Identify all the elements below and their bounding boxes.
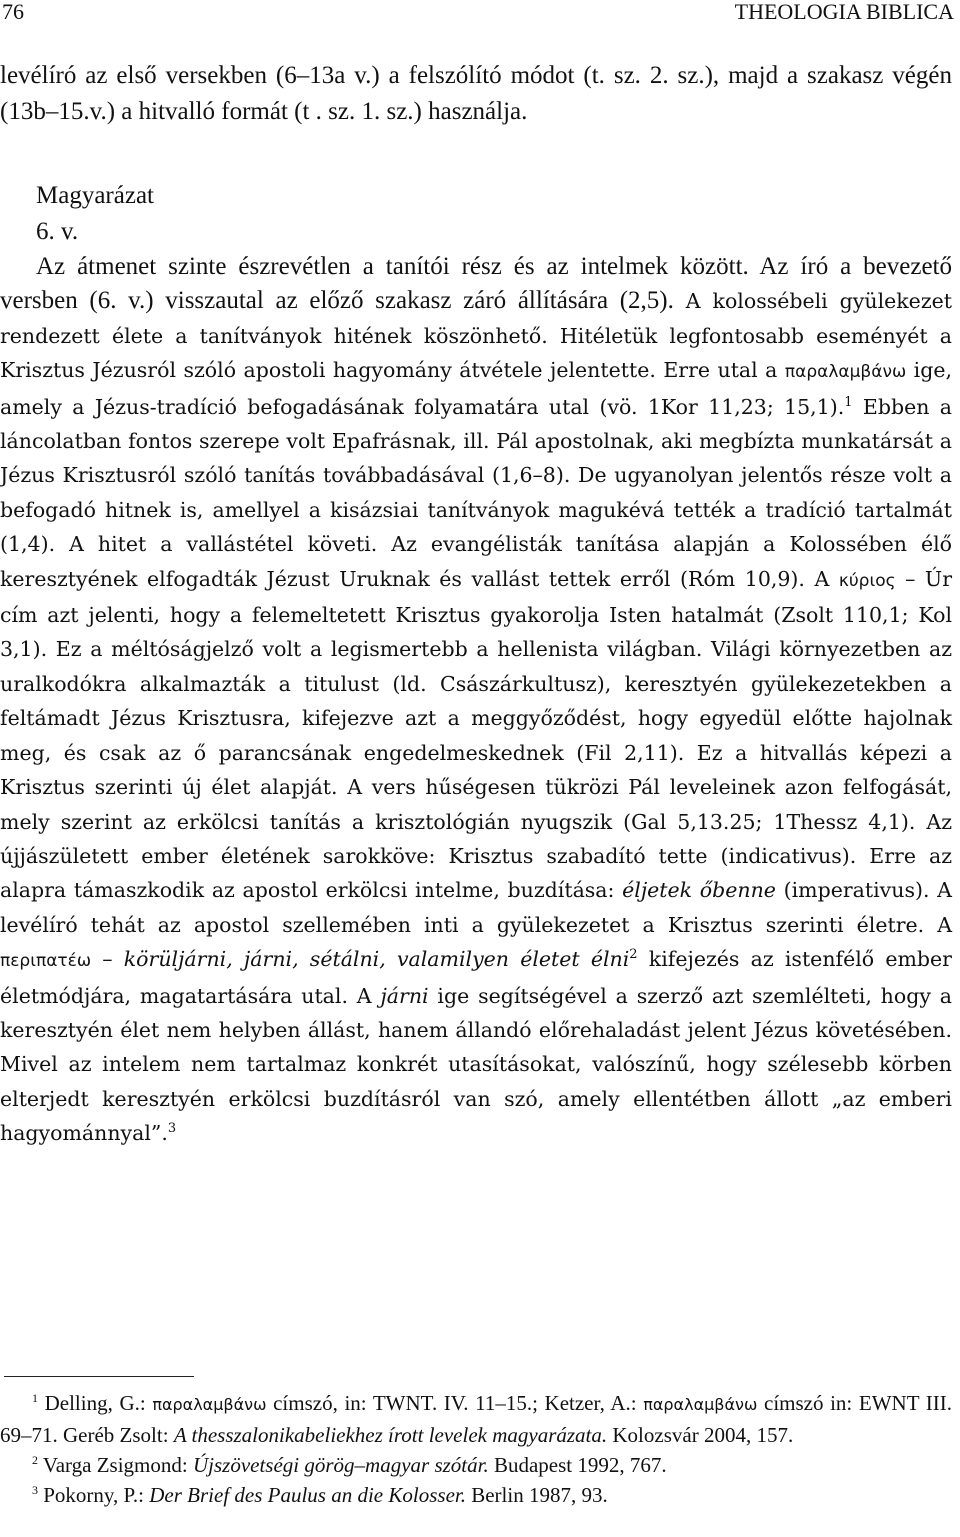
footnote-marker: 1 xyxy=(32,1391,38,1405)
footnote-text: Pokorny, P.: xyxy=(38,1483,150,1507)
footnote-book-title: A thesszalonikabeliekhez írott levelek magyarázata. xyxy=(173,1423,608,1447)
italic-phrase: járni xyxy=(380,983,429,1008)
text-run: – xyxy=(91,947,124,972)
paragraph-lead: Az átmenet szinte észrevétlen a tanítói rész és az intelmek között. Az író a bevezető versben (6. v.) visszautal az előző szakasz záró állítására (2,5). xyxy=(0,253,952,315)
greek-term: περιπατέω xyxy=(0,951,92,972)
text-run: A kolossébeli gyülekezet rendezett élete a tanítványok hitének köszönhető. Hitéletük legfontosabb eseményét a Krisztus Jézusról szóló apostoli hagyomány átvétele jelentette. Erre utal a xyxy=(0,289,952,383)
footnote-book-title: Der Brief des Paulus an die Kolosser. xyxy=(149,1483,466,1507)
footnote-3 xyxy=(0,1480,952,1510)
text-run: ige segítségével a szerző azt szemlélteti, hogy a keresztyén élet nem helyben állást, hanem állandó előrehaladást jelent Jézus követésében. Mivel az intelem nem tartalmaz konkrét utasításokat, valószínű, hogy szélesebb körben elterjedt keresztyén erkölcsi buzdításról van szó, amely ellentétben állott „az emberi hagyománnyal”. xyxy=(0,983,952,1146)
page-number: 76 xyxy=(2,0,24,24)
footnote-ref-3[interactable]: 3 xyxy=(167,1121,177,1137)
text-run: kifejezés az istenfélő ember életmódjára, magatartására utal. A xyxy=(0,947,952,1008)
greek-term: κύριος xyxy=(838,570,896,591)
footnote-text: címszó in: EWNT III. 69–71. Geréb Zsolt: xyxy=(0,1391,952,1447)
greek-term: παραλαμβάνω xyxy=(152,1395,267,1414)
text-run: ige, amely a Jézus-tradíció befogadásának folyamatára utal (vö. 1Kor 11,23; 15,1). xyxy=(0,358,953,419)
section-heading: Magyarázat xyxy=(36,182,154,209)
footnote-text: címszó, in: TWNT. IV. 11–15.; Ketzer, A.: xyxy=(266,1391,644,1415)
commentary-paragraph xyxy=(0,250,952,1151)
running-title: THEOLOGIA BIBLICA xyxy=(734,0,954,24)
text-run: Ebben a láncolatban fontos szerepe volt Epafrásnak, ill. Pál apostolnak, aki megbízta munkatársát a Jézus Krisztusról szóló tanítás továbbadásával (1,6–8). De ugyanolyan jelentős része volt a befogadó hitnek is, amellyel a kisázsiai tanítványok magukévá tették a tradíció tartalmát (1,4). A hitet a vallástétel követi. Az evangélisták tanítása alapján a Kolossében élő keresztyének elfogadták Jézust Uruknak és vallást tettek erről (Róm 10,9). A xyxy=(0,394,952,591)
greek-term: παραλαμβάνω xyxy=(784,362,907,383)
text-run: (imperativus). A levélíró tehát az apostol szellemében inti a gyülekezetet a Krisztus szerinti életre. A xyxy=(0,878,952,937)
italic-phrase: éljetek őbenne xyxy=(622,878,776,903)
footnote-text: Berlin 1987, 93. xyxy=(465,1483,608,1507)
italic-phrase: körüljárni, járni, sétálni, valamilyen életet élni xyxy=(123,947,630,972)
footnote-marker: 2 xyxy=(32,1453,38,1467)
footnote-book-title: Újszövetségi görög–magyar szótár. xyxy=(192,1453,489,1477)
footnote-2 xyxy=(0,1450,952,1480)
footnote-ref-2[interactable]: 2 xyxy=(629,947,638,963)
verse-reference: 6. v. xyxy=(36,218,79,245)
footnote-text: Budapest 1992, 767. xyxy=(488,1453,667,1477)
footnote-text: Varga Zsigmond: xyxy=(38,1453,193,1477)
footnote-marker: 3 xyxy=(32,1483,38,1497)
footnote-1 xyxy=(0,1388,952,1450)
footnote-text: Kolozsvár 2004, 157. xyxy=(607,1423,794,1447)
footnote-divider xyxy=(4,1376,194,1377)
main-text xyxy=(0,58,952,1151)
text-run: – Úr cím azt jelenti, hogy a felemeltetett Krisztus gyakorolja Isten hatalmát (Zsolt 110,1; Kol 3,1). Ez a méltóságjelző volt a legismertebb a hellenista világban. Világi környezetben az uralkodókra alkalmazták a titulust (ld. Császárkultusz), keresztyén gyülekezetekben a feltámadt Jézus Krisztusra, kifejezve azt a meggyőződést, hogy egyedül előtte hajolnak meg, és csak az ő parancsának engedelmeskednek (Fil 2,11). Ez a hitvallás képezi a Krisztus szerinti új élet alapját. A vers hűségesen tükrözi Pál leveleinek azon felfogását, mely szerint az erkölcsi tanítás a krisztológián nyugszik (Gal 5,13.25; 1Thessz 4,1). Az újjászületett ember életének sarokköve: Krisztus szabadító tette (indicativus). Erre az alapra támaszkodik az apostol erkölcsi intelme, buzdítása: xyxy=(0,566,953,903)
footnote-text: Delling, G.: xyxy=(38,1391,153,1415)
page-header xyxy=(0,0,960,30)
footnote-ref-1[interactable]: 1 xyxy=(844,394,853,410)
footnotes xyxy=(0,1388,952,1510)
greek-term: παραλαμβάνω xyxy=(643,1395,758,1414)
intro-paragraph: levélíró az első versekben (6–13a v.) a felszólító módot (t. sz. 2. sz.), majd a szakasz végén (13b–15.v.) a hitvalló formát (t . sz. 1. sz.) használja. xyxy=(0,62,952,125)
